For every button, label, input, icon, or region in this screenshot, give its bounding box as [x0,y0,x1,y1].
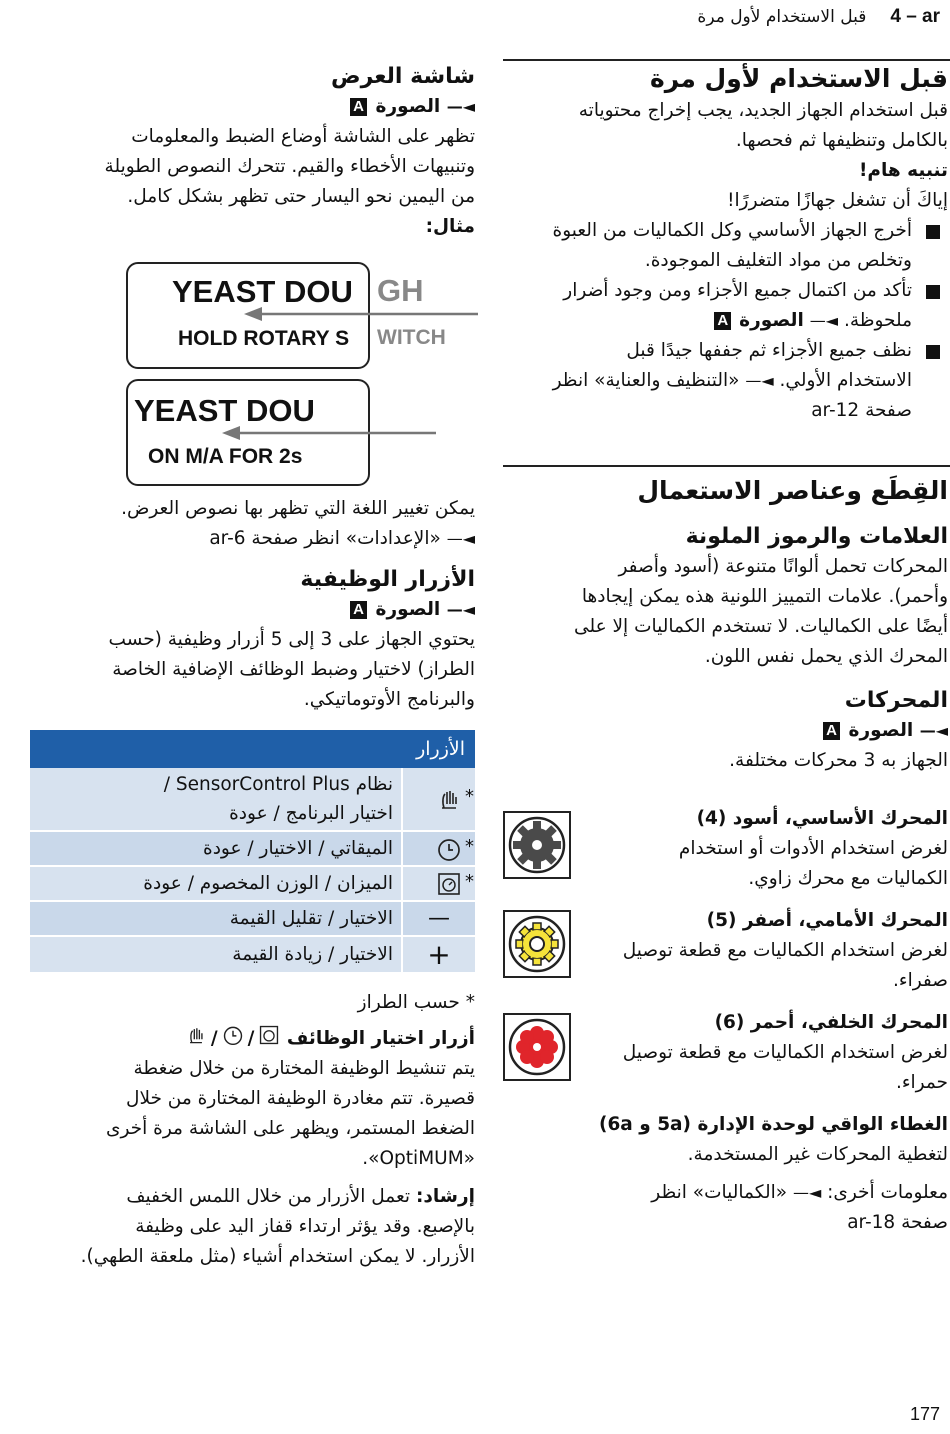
select-buttons-title: أزرار اختيار الوظائف / / [40,1024,475,1054]
arrow-left-icon: ◄— [446,529,475,548]
table-row: * الميقاتي / الاختيار / عودة [30,831,475,866]
header-section-title: قبل الاستخدام لأول مرة [697,7,867,27]
minus-icon: — [402,901,475,936]
plus-icon: + [402,936,475,972]
section-rule [503,59,950,61]
buttons-table [30,730,475,972]
display-example-confirm: YEAST DOU ON M/A FOR 2s [126,379,370,486]
markings-para: المحركات تحمل ألوانًا متنوعة (أسود وأصفر وأحمر). علامات التمييز اللونية هذه يمكن إيجادها أيضًا على الكماليات. لا تستخدم الكماليات إلا على المحرك الذي يحمل نفس اللون. [574,556,948,667]
buttons-notes [40,988,475,1272]
table-header: الأزرار [30,730,475,768]
table-row: + الاختيار / زيادة القيمة [30,936,475,972]
list-item: تأكد من اكتمال جميع الأجزاء ومن وجود أضرار ملحوظة. ◄— الصورة A [503,276,948,336]
drives-title: المحركات [844,688,948,713]
black-drive-icon [503,811,571,879]
page-ref: 4 – ar [890,6,940,27]
arrow-left-icon: ◄— [809,311,839,330]
section-rule [503,465,950,467]
settings-link[interactable]: «الإعدادات» انظر صفحة ar-6 [209,528,441,549]
first-use-para: قبل استخدام الجهاز الجديد، يجب إخراج محتوياته بالكامل وتنظيفها ثم فحصها. [578,100,948,151]
first-use-title: قبل الاستخدام لأول مرة [650,64,948,93]
warning-text: إياكَ أن تشغل جهازًا متضررًا! [727,190,948,211]
figure-badge: A [714,312,731,330]
figure-badge: A [823,722,840,740]
figure-badge: A [350,98,367,116]
table-row: — الاختيار / تقليل القيمة [30,901,475,936]
scale-icon [258,1024,280,1046]
cover-block: الغطاء الواقي لوحدة الإدارة (5a و 6a) لتغطية المحركات غير المستخدمة. معلومات أخرى: ◄— «الكماليات» انظر صفحة ar-18 [598,1114,948,1233]
list-item: نظف جميع الأجزاء ثم جففها جيدًا قبل الاستخدام الأولي. ◄— «التنظيف والعناية» انظر صفحة ar-12 [503,336,948,426]
timer-icon: * [402,831,475,866]
display-example-scrolling: YEAST DOU HOLD ROTARY S [126,262,370,369]
drive-black-block: المحرك الأساسي، أسود (4) لغرض استخدام الأدوات أو استخدام الكماليات مع محرك زاوي. [678,808,948,889]
page-number: 177 [909,1404,940,1424]
scale-icon: * [402,866,475,901]
drives-intro: الجهاز به 3 محركات مختلفة. [729,750,948,771]
markings-title: العلامات والرموز الملونة [685,524,948,549]
display-title: شاشة العرض [330,64,475,89]
display-overflow-text: WITCH [377,326,446,349]
arrow-left-icon: ◄— [745,371,774,390]
display-section: شاشة العرض ◄— الصورة A تظهر على الشاشة أوضاع الضبط والمعلومات وتنبيهات الأخطاء والقيم. تتحرك النصوص الطويلة من اليمين نحو اليسار حتى تظهر بشكل كامل. مثال: [40,62,475,242]
buttons-para: يحتوي الجهاز على 3 إلى 5 أزرار وظيفية (حسب الطراز) لاختيار وضبط الوظائف الإضافية الخاصة والبرنامج الأوتوماتيكي. [108,629,475,710]
buttons-section: الأزرار الوظيفية ◄— الصورة A يحتوي الجهاز على 3 إلى 5 أزرار وظيفية (حسب الطراز) لاختيار وضبط الوظائف الإضافية الخاصة والبرنامج الأوتوماتيكي. [40,565,475,715]
sensorcontrol-icon [185,1024,207,1046]
sensorcontrol-icon: * [402,768,475,831]
example-label: مثال: [425,216,475,237]
bullet-square-icon [926,345,940,359]
select-buttons-para: يتم تنشيط الوظيفة المختارة من خلال ضغطة قصيرة. تتم مغادرة الوظيفة المختارة من خلال الضغط المستمر، ويظهر على الشاشة مرة أخرى «OptiMUM». [105,1058,475,1169]
parts-title: القِطَع وعناصر الاستعمال [637,476,948,505]
table-row: * الميزان / الوزن المخصوم / عودة [30,866,475,901]
warning-title: تنبيه هام! [858,160,948,181]
figure-badge: A [350,601,367,619]
drive-yellow-block: المحرك الأمامي، أصفر (5) لغرض استخدام الكماليات مع قطعة توصيل صفراء. [622,910,948,991]
red-drive-icon [503,1013,571,1081]
scroll-arrow-icon [218,421,438,445]
drive-red-block: المحرك الخلفي، أحمر (6) لغرض استخدام الكماليات مع قطعة توصيل حمراء. [622,1012,948,1093]
arrow-left-icon: ◄— [919,721,948,740]
timer-icon [222,1024,244,1046]
display-language-block: يمكن تغيير اللغة التي تظهر بها نصوص العرض. ◄— «الإعدادات» انظر صفحة ar-6 [40,494,475,554]
list-item: أخرج الجهاز الأساسي وكل الكماليات من العبوة وتخلص من مواد التغليف الموجودة. [503,216,948,276]
first-use-bullets [503,216,948,426]
parts-section: القِطَع وعناصر الاستعمال العلامات والرموز الملونة المحركات تحمل ألوانًا متنوعة (أسود وأصفر وأحمر). علامات التمييز اللونية هذه يمكن إيجادها أيضًا على الكماليات. لا تستخدم الكماليات إلا على المحرك الذي يحمل نفس اللون. المحركات ◄— الصورة A الجهاز به 3 محركات مختلفة. [503,474,948,776]
arrow-left-icon: ◄— [446,600,475,619]
accessories-link[interactable]: «الكماليات» انظر [651,1182,788,1203]
arrow-left-icon: ◄— [446,97,475,116]
buttons-title: الأزرار الوظيفية [300,567,475,592]
scroll-arrow-icon [240,300,480,324]
display-overflow-text: GH [377,273,424,308]
display-para: تظهر على الشاشة أوضاع الضبط والمعلومات وتنبيهات الأخطاء والقيم. تتحرك النصوص الطويلة من اليمين نحو اليسار حتى تظهر بشكل كامل. [104,126,475,207]
arrow-left-icon: ◄— [792,1183,822,1202]
table-footnote: * حسب الطراز [357,992,475,1013]
table-row: * نظام SensorControl Plus / اختيار البرنامج / عودة [30,768,475,831]
bullet-square-icon [926,285,940,299]
yellow-drive-icon [503,910,571,978]
bullet-square-icon [926,225,940,239]
page-header [697,6,940,28]
first-use-section [503,62,948,426]
hint-para: إرشاد: تعمل الأزرار من خلال اللمس الخفيف بالإصبع. وقد يؤثر ارتداء قفاز اليد على وظيفة الأزرار. لا يمكن استخدام أشياء (مثل ملعقة الطهي). [80,1186,475,1267]
